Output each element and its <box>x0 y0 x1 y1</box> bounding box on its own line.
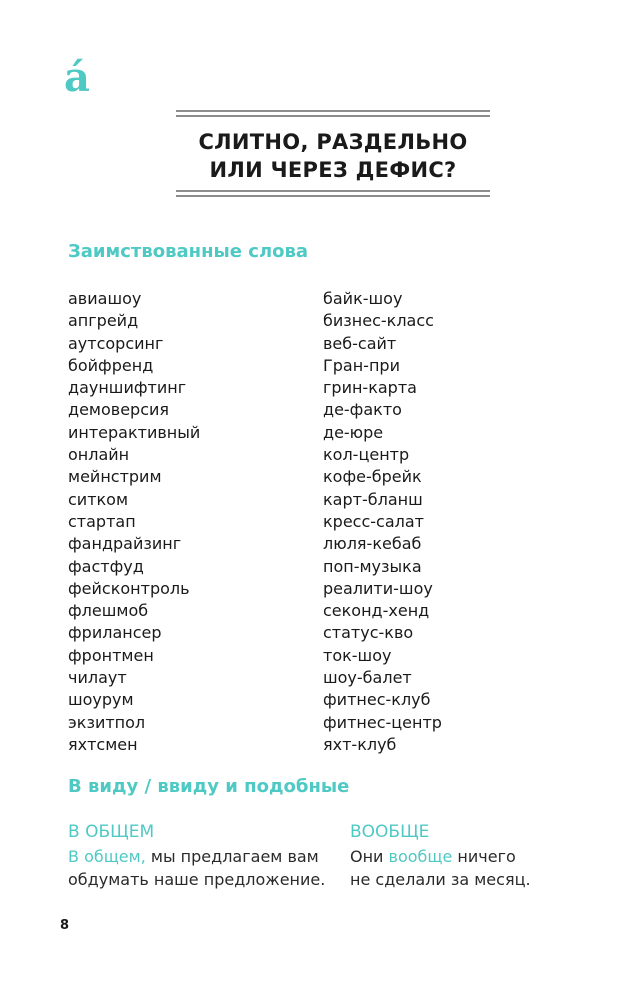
word-item: экзитпол <box>68 712 146 732</box>
word-list-solid <box>68 288 200 756</box>
word-item: статус-кво <box>323 623 414 643</box>
word-item: карт-бланш <box>323 489 423 509</box>
example-term-voobshche: ВООБЩЕ <box>350 822 430 842</box>
word-item: де-юре <box>323 422 384 442</box>
word-item: ситком <box>68 489 129 509</box>
highlighted-term: В общем, <box>68 847 146 866</box>
word-item: фитнес-центр <box>323 712 442 732</box>
section-heading-v-vidu: В виду / ввиду и подобные <box>68 776 350 797</box>
example-term-v-obshchem: В ОБЩЕМ <box>68 822 155 842</box>
example-line <box>350 845 531 868</box>
chapter-title <box>176 128 490 184</box>
word-item: фандрайзинг <box>68 534 182 554</box>
title-rule-bottom <box>176 195 490 197</box>
word-item: флешмоб <box>68 601 149 621</box>
word-item: стартап <box>68 511 136 531</box>
example-line <box>68 845 325 868</box>
word-item: яхт-клуб <box>323 734 397 754</box>
word-item: фитнес-клуб <box>323 690 431 710</box>
title-rule-top-inner <box>176 115 490 117</box>
example-text-segment: Они <box>350 847 389 866</box>
word-list-hyphenated <box>323 288 442 756</box>
word-item: чилаут <box>68 668 127 688</box>
section-heading-borrowed-words: Заимствованные слова <box>68 241 309 262</box>
word-item: грин-карта <box>323 378 417 398</box>
word-item: яхтсмен <box>68 734 138 754</box>
word-item: фронтмен <box>68 645 154 665</box>
word-item: Гран-при <box>323 355 400 375</box>
word-item: интерактивный <box>68 422 201 442</box>
word-item: реалити-шоу <box>323 578 433 598</box>
example-text-v-obshchem <box>68 845 325 891</box>
chapter-title-line2: ИЛИ ЧЕРЕЗ ДЕФИС? <box>209 158 457 182</box>
word-item: бизнес-класс <box>323 311 434 331</box>
word-item: онлайн <box>68 445 130 465</box>
word-item: шоу-балет <box>323 668 412 688</box>
word-item: шоурум <box>68 690 134 710</box>
example-text-segment: ничего <box>452 847 516 866</box>
word-item: ток-шоу <box>323 645 392 665</box>
word-item: мейнстрим <box>68 467 162 487</box>
word-item: кофе-брейк <box>323 467 422 487</box>
word-item: демоверсия <box>68 400 170 420</box>
word-item: дауншифтинг <box>68 378 187 398</box>
chapter-title-box <box>176 110 490 198</box>
highlighted-term: вообще <box>388 847 453 866</box>
word-item: де-факто <box>323 400 402 420</box>
word-item: кресс-салат <box>323 511 424 531</box>
word-item: поп-музыка <box>323 556 422 576</box>
word-item: фрилансер <box>68 623 162 643</box>
title-rule-bottom-inner <box>176 190 490 192</box>
word-item: фастфуд <box>68 556 144 576</box>
chapter-title-line1: СЛИТНО, РАЗДЕЛЬНО <box>198 130 468 154</box>
example-text-voobshche <box>350 845 531 891</box>
word-item: авиашоу <box>68 289 142 308</box>
publisher-logo: á <box>64 54 90 101</box>
word-item: веб-сайт <box>323 333 397 353</box>
word-item: аутсорсинг <box>68 333 164 353</box>
page-number: 8 <box>60 918 70 933</box>
word-item: фейсконтроль <box>68 578 190 598</box>
example-line: обдумать наше предложение. <box>68 870 326 889</box>
word-item: апгрейд <box>68 311 139 331</box>
word-item: бойфренд <box>68 355 154 375</box>
word-item: секонд-хенд <box>323 601 430 621</box>
word-item: байк-шоу <box>323 289 403 308</box>
title-rule-top <box>176 110 490 112</box>
word-item: люля-кебаб <box>323 534 422 554</box>
example-line: не сделали за месяц. <box>350 870 531 889</box>
word-item: кол-центр <box>323 445 410 465</box>
example-text-segment: мы предлагаем вам <box>145 847 319 866</box>
